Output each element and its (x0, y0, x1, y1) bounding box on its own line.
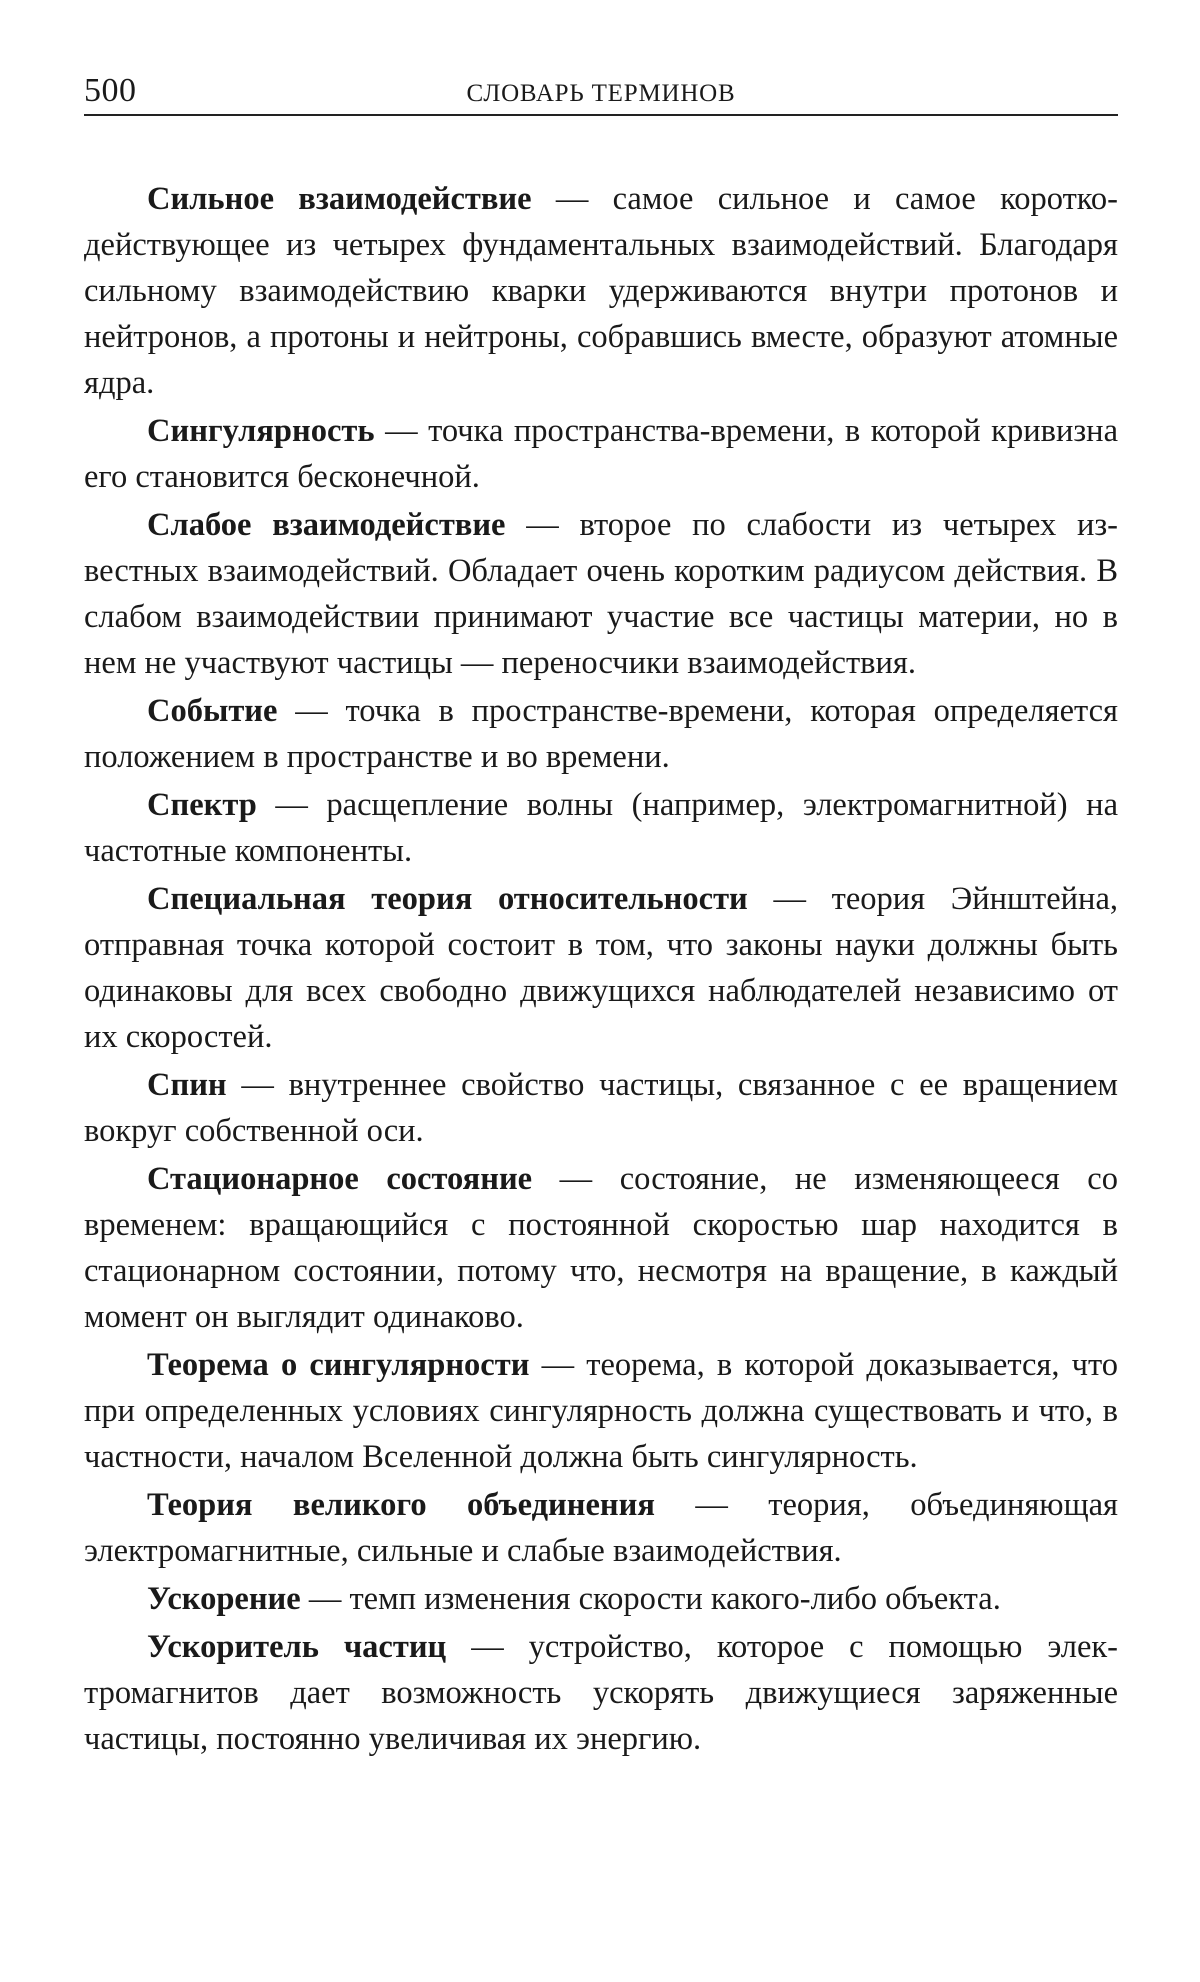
glossary-entry (84, 1482, 1118, 1574)
entry-definition: — состояние, не изменяющееся со временем: вращающийся с постоянной скоростью шар находится в стационарном состоянии, потому что, несмотря на вращение, в каждый момент он выглядит одинаково. (84, 1161, 1118, 1335)
entry-term: Сильное взаимодействие (147, 181, 532, 217)
entry-definition: — теория, объединяющая электромагнитные, сильные и слабые взаимодействия. (84, 1487, 1118, 1569)
book-page (84, 70, 1118, 1764)
glossary-entry (84, 782, 1118, 874)
entry-term: Событие (147, 693, 278, 729)
glossary-entry (84, 1624, 1118, 1762)
glossary-entry (84, 1156, 1118, 1340)
entry-term: Стационарное состояние (147, 1161, 533, 1197)
entry-term: Специальная теория относительности (147, 881, 748, 917)
entry-definition: — устройство, которое с помощью электромагнитов дает возможность ускорять движущиеся заряженные частицы, постоянно увеличивая их энергию. (84, 1629, 1118, 1757)
glossary-entry (84, 1576, 1118, 1622)
glossary-entry (84, 1342, 1118, 1480)
entry-definition: — внутреннее свойство частицы, связанное с ее вращением вокруг собственной оси. (84, 1067, 1118, 1149)
page-number: 500 (84, 72, 137, 109)
glossary-entry (84, 176, 1118, 406)
entry-definition: — точка пространства-времени, в которой кривизна его становится бесконечной. (84, 413, 1118, 495)
entry-term: Слабое взаимодействие (147, 507, 506, 543)
glossary-entry (84, 688, 1118, 780)
entry-term: Спин (147, 1067, 227, 1103)
entry-definition: — самое сильное и самое короткодействующее из четырех фундаментальных взаимодействий. Благодаря сильному взаимодействию кварки удерживаются внутри протонов и нейтронов, а протоны и нейтроны, собравшись вместе, образуют атомные ядра. (84, 181, 1118, 401)
entry-definition: — темп изменения скорости какого-либо объекта. (300, 1581, 1001, 1617)
entry-term: Ускорение (147, 1581, 301, 1617)
entry-term: Спектр (147, 787, 257, 823)
glossary-entries (84, 176, 1118, 1762)
entry-definition: — точка в пространстве-времени, которая определяется положением в пространстве и во времени. (84, 693, 1118, 775)
glossary-entry (84, 1062, 1118, 1154)
section-title: СЛОВАРЬ ТЕРМИНОВ (466, 80, 736, 107)
entry-term: Сингулярность (147, 413, 375, 449)
running-head (84, 70, 1118, 116)
entry-term: Теорема о сингулярности (147, 1347, 530, 1383)
entry-definition: — теорема, в которой доказывается, что при определенных условиях сингулярность должна существовать и что, в частности, началом Вселенной должна быть сингулярность. (84, 1347, 1118, 1475)
entry-term: Ускоритель частиц (147, 1629, 447, 1665)
glossary-entry (84, 876, 1118, 1060)
entry-definition: — второе по слабости из четырех известных взаимодействий. Обладает очень коротким радиусом действия. В слабом взаимодействии принимают участие все частицы материи, но в нем не участвуют частицы — переносчики взаимодействия. (84, 507, 1118, 681)
glossary-entry (84, 502, 1118, 686)
entry-definition: — теория Эйнштейна, отправная точка которой состоит в том, что законы науки должны быть одинаковы для всех свободно движущихся наблюдателей независимо от их скоростей. (84, 881, 1119, 1055)
glossary-entry (84, 408, 1118, 500)
entry-term: Теория великого объединения (147, 1487, 655, 1523)
entry-definition: — расщепление волны (например, электромагнитной) на частотные компоненты. (84, 787, 1118, 869)
